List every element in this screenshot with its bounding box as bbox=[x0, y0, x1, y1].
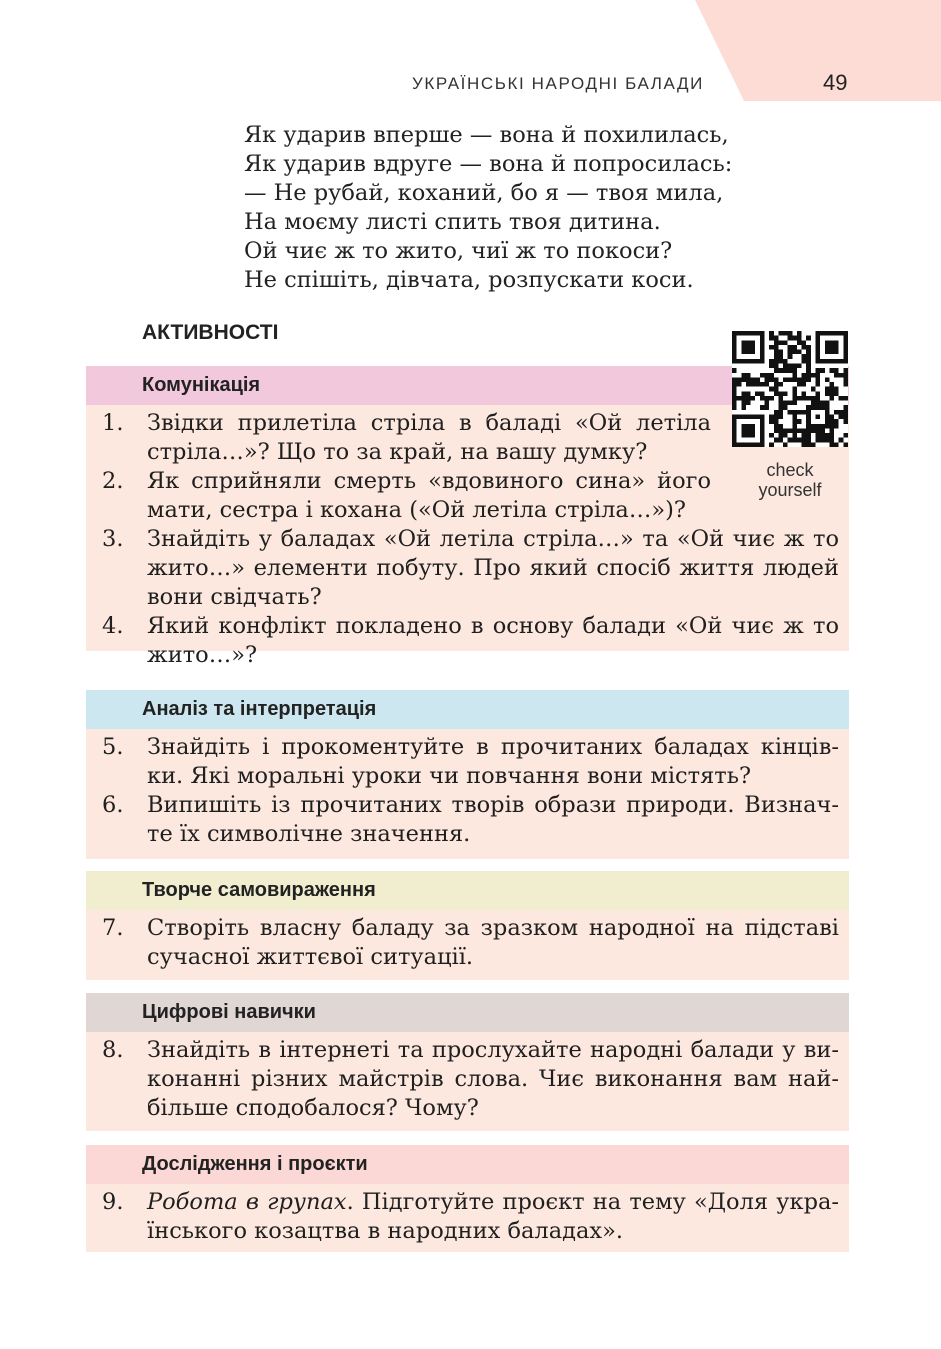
item-number: 4. bbox=[102, 613, 124, 639]
running-title: УКРАЇНСЬКІ НАРОДНІ БАЛАДИ bbox=[412, 74, 704, 93]
item-number: 8. bbox=[102, 1037, 124, 1063]
poem-line: Як ударив вперше — вона й похилилась, bbox=[244, 122, 729, 148]
poem-stanza bbox=[244, 121, 732, 295]
list-item bbox=[86, 914, 849, 972]
item-line bbox=[147, 1188, 839, 1217]
item-line: Випишіть із прочитаних творів образи природи. Визнач- bbox=[147, 792, 839, 818]
poem-line: — Не рубай, коханий, бо я — твоя мила, bbox=[244, 180, 724, 206]
section-research bbox=[86, 1145, 849, 1252]
item-line: їнського козацтва в народних баладах». bbox=[147, 1218, 623, 1244]
item-line: жито…» елементи побуту. Про який спосіб життя людей bbox=[147, 555, 839, 581]
item-line: вони свідчать? bbox=[147, 584, 322, 610]
poem-line: На моєму листі спить твоя дитина. bbox=[244, 209, 661, 235]
list-item bbox=[86, 612, 849, 670]
item-line: Який конфлікт покладено в основу балади «Ой чиє ж то bbox=[147, 613, 839, 639]
item-number: 9. bbox=[102, 1189, 124, 1215]
section-title: Цифрові навички bbox=[86, 993, 849, 1032]
page-number: 49 bbox=[823, 70, 848, 95]
poem-line: Ой чиє ж то жито, чиї ж то покоси? bbox=[244, 238, 673, 264]
item-line: ки. Які моральні уроки чи повчання вони містять? bbox=[147, 763, 752, 789]
qr-code-icon[interactable] bbox=[732, 331, 848, 447]
item-number: 3. bbox=[102, 526, 124, 552]
section-body bbox=[86, 1184, 849, 1252]
section-body bbox=[86, 910, 849, 980]
list-item bbox=[86, 525, 849, 612]
item-line-rest: . Підготуйте проєкт на тему «Доля укра- bbox=[346, 1189, 839, 1215]
item-line: Звідки прилетіла стріла в баладі «Ой летіла bbox=[147, 410, 711, 436]
section-body bbox=[86, 1032, 849, 1131]
section-title: Дослідження і проєкти bbox=[86, 1145, 849, 1184]
item-line: більше сподобалося? Чому? bbox=[147, 1095, 479, 1121]
item-number: 7. bbox=[102, 915, 124, 941]
item-line: Створіть власну баладу за зразком народної на підставі bbox=[147, 915, 839, 941]
section-title: Творче самовираження bbox=[86, 871, 849, 910]
section-title: Комунікація bbox=[86, 366, 849, 405]
section-creative bbox=[86, 871, 849, 980]
qr-caption-line: yourself bbox=[758, 480, 822, 500]
item-number: 2. bbox=[102, 468, 124, 494]
qr-caption-line: check bbox=[766, 460, 814, 480]
item-line: те їх символічне значення. bbox=[147, 821, 471, 847]
list-item bbox=[86, 791, 849, 849]
activities-heading: АКТИВНОСТІ bbox=[142, 321, 279, 344]
item-line: жито…»? bbox=[147, 642, 258, 668]
list-item bbox=[86, 733, 849, 791]
item-line: стріла…»? Що то за край, на вашу думку? bbox=[147, 439, 648, 465]
poem-line: Як ударив вдруге — вона й попросилась: bbox=[244, 151, 733, 177]
section-title: Аналіз та інтерпретація bbox=[86, 690, 849, 729]
qr-caption bbox=[732, 460, 848, 500]
item-line: сучасної життєвої ситуації. bbox=[147, 944, 474, 970]
section-body bbox=[86, 729, 849, 859]
item-line: Знайдіть і прокоментуйте в прочитаних баладах кінців- bbox=[147, 734, 839, 760]
list-item bbox=[86, 1188, 849, 1246]
item-line: Як сприйняли смерть «вдовиного сина» його bbox=[147, 468, 711, 494]
section-analysis bbox=[86, 690, 849, 859]
item-line: конанні різних майстрів слова. Чиє виконання вам най- bbox=[147, 1066, 839, 1092]
poem-line: Не спішіть, дівчата, розпускати коси. bbox=[244, 267, 694, 293]
item-line: Знайдіть у баладах «Ой летіла стріла…» та «Ой чиє ж то bbox=[147, 526, 839, 552]
section-digital bbox=[86, 993, 849, 1131]
item-line: мати, сестра і кохана («Ой летіла стріла…»)? bbox=[147, 497, 686, 523]
item-number: 6. bbox=[102, 792, 124, 818]
list-item bbox=[86, 1036, 849, 1123]
italic-prefix: Робота в групах bbox=[147, 1189, 347, 1215]
item-number: 5. bbox=[102, 734, 124, 760]
item-number: 1. bbox=[102, 410, 124, 436]
item-line: Знайдіть в інтернеті та прослухайте народні балади у ви- bbox=[147, 1037, 839, 1063]
